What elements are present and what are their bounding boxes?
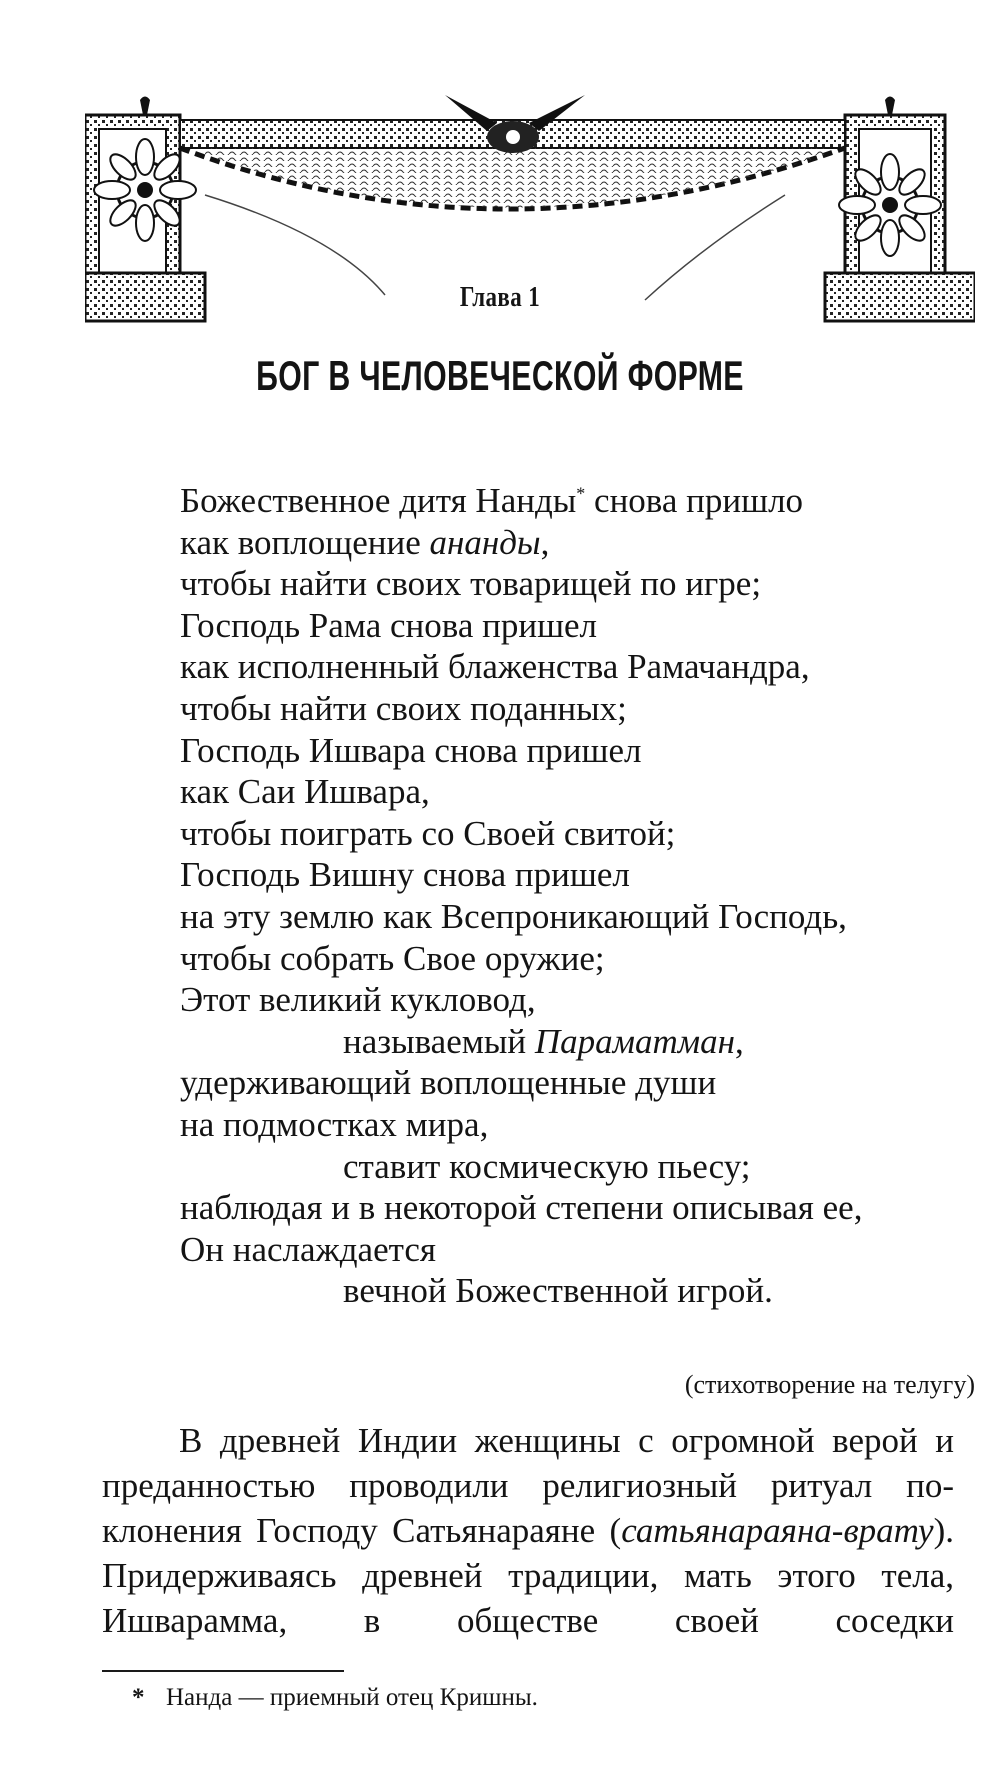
poem-line: Этот великий кукловод,: [180, 980, 536, 1020]
poem-line: Господь Вишну снова пришел: [180, 855, 630, 895]
poem-attribution: (стихотворение на телугу): [684, 1370, 975, 1399]
poem-line: удерживающий воплощенные души: [180, 1063, 717, 1103]
body-paragraph: В древней Индии женщины с огромной верой и преданностью проводили религиозный ритуал по-клонения Господу Сатьянараяне (сатьянараяна-врату). Придерживаясь древней традиции, мать этого тела, Ишварамма, в обществе своей соседки: [102, 1421, 954, 1640]
poem-line: называемый Параматман,: [343, 1021, 744, 1061]
footnote-text: Нанда — приемный отец Кришны.: [166, 1684, 538, 1711]
poem-line: чтобы собрать Свое оружие;: [180, 938, 605, 978]
footnote: [132, 1684, 538, 1712]
footnote-divider: [102, 1670, 344, 1672]
poem-line: Божественное дитя Нанды* снова пришло: [180, 481, 804, 520]
footnote-mark: *: [132, 1684, 145, 1711]
poem: [180, 480, 980, 1312]
chapter-header-ornament: [85, 95, 975, 375]
poem-line: на подмостках мира,: [180, 1104, 489, 1144]
poem-line: ставит космическую пьесу;: [343, 1146, 751, 1186]
poem-line: вечной Божественной игрой.: [343, 1271, 773, 1311]
poem-line: как Саи Ишвара,: [180, 772, 430, 812]
poem-line: как воплощение ананды,: [180, 522, 550, 562]
poem-line: Господь Рама снова пришел: [180, 605, 598, 645]
poem-line: как исполненный блаженства Рамачандра,: [180, 647, 810, 687]
poem-line: Господь Ишвара снова пришел: [180, 730, 642, 770]
poem-line: чтобы поиграть со Своей свитой;: [180, 813, 676, 853]
footnote-reference[interactable]: *: [576, 483, 586, 504]
poem-line: чтобы найти своих товарищей по игре;: [180, 564, 762, 604]
poem-line: Он наслаждается: [180, 1229, 436, 1269]
chapter-label: Глава 1: [459, 282, 541, 313]
poem-line: наблюдая и в некоторой степени описывая ее,: [180, 1188, 863, 1228]
poem-line: чтобы найти своих поданных;: [180, 688, 627, 728]
chapter-title: БОГ В ЧЕЛОВЕЧЕСКОЙ ФОРМЕ: [256, 352, 744, 399]
poem-line: на эту землю как Всепроникающий Господь,: [180, 896, 847, 936]
